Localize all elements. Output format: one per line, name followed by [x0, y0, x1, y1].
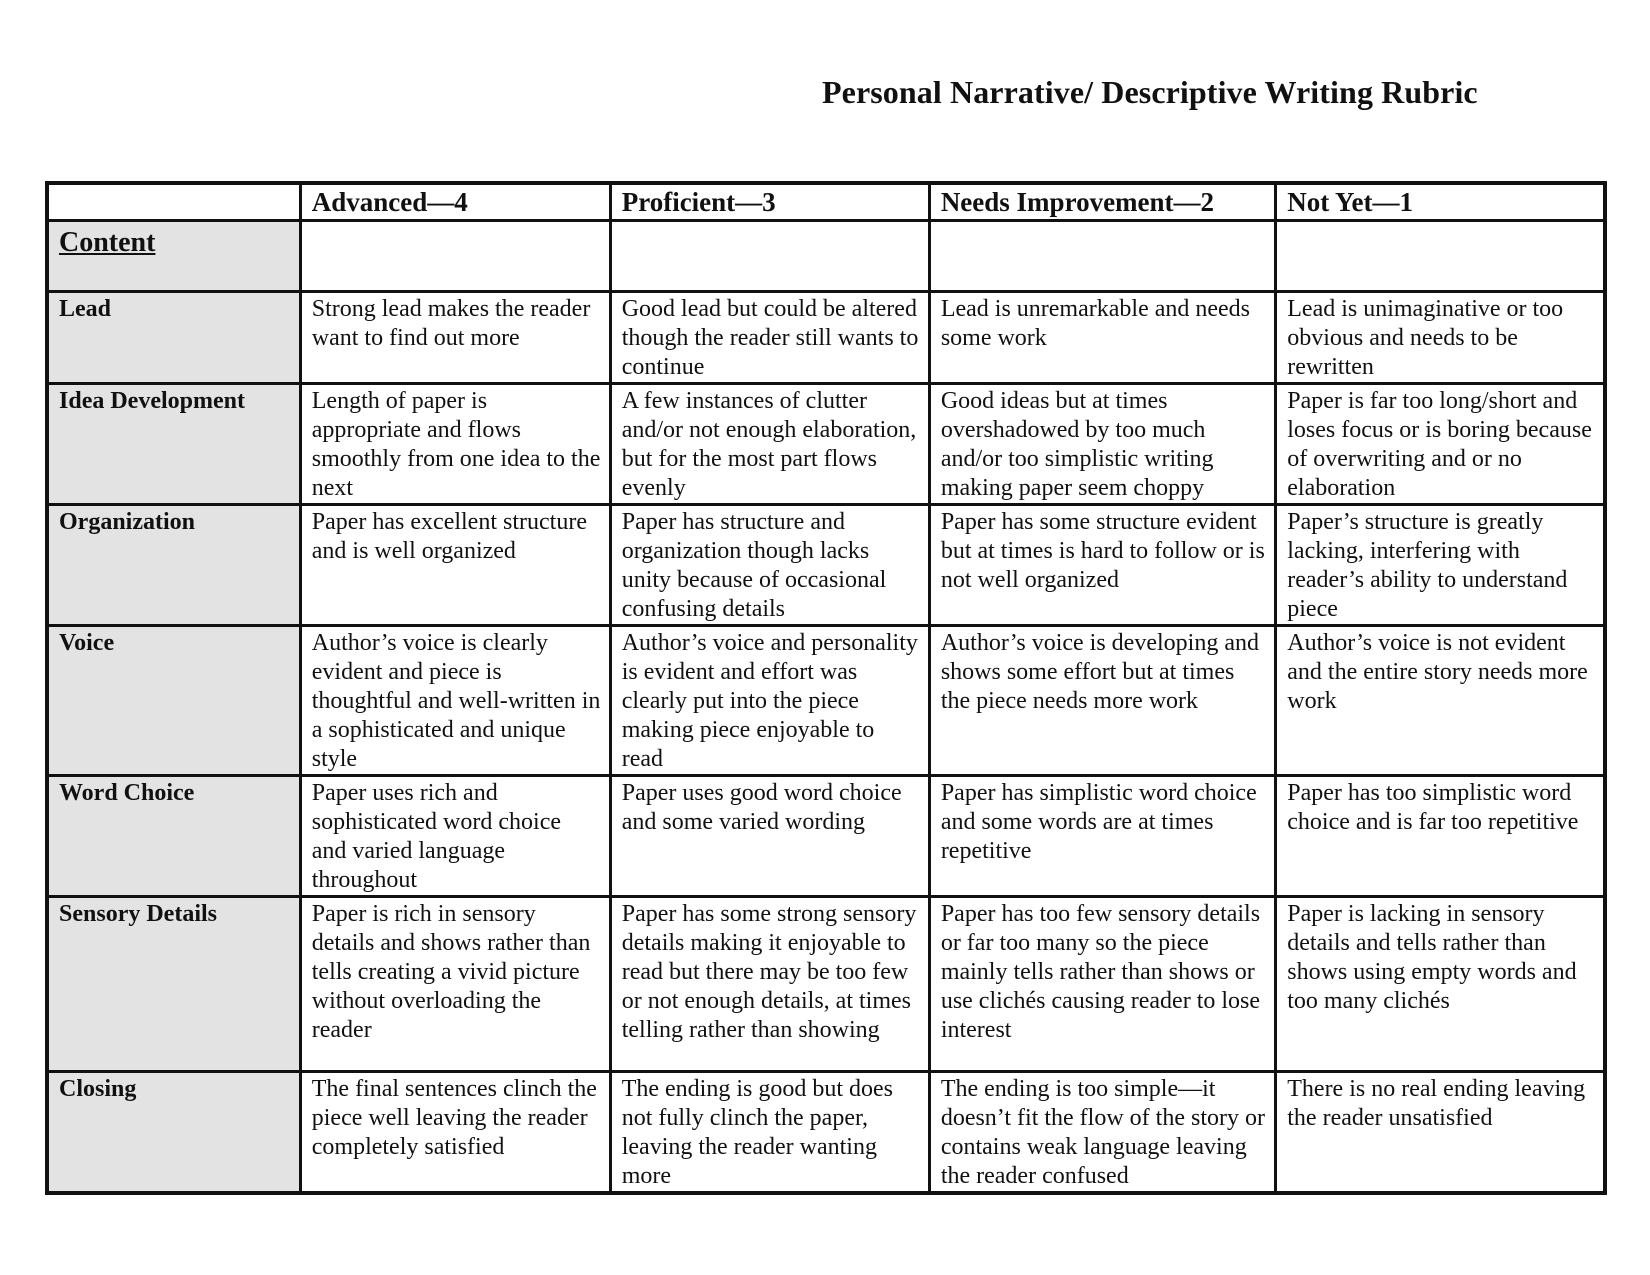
- criteria-cell-advanced: The final sentences clinch the piece well leaving the reader completely satisfied: [300, 1072, 610, 1194]
- criteria-cell-advanced: Length of paper is appropriate and flows smoothly from one idea to the next: [300, 384, 610, 505]
- criteria-cell-needs-improvement: Author’s voice is developing and shows some effort but at times the piece needs more work: [929, 626, 1275, 776]
- criteria-cell-advanced: Paper uses rich and sophisticated word choice and varied language throughout: [300, 776, 610, 897]
- criteria-cell-not-yet: Author’s voice is not evident and the entire story needs more work: [1276, 626, 1605, 776]
- row-label: Lead: [47, 292, 300, 384]
- row-label: Voice: [47, 626, 300, 776]
- criteria-cell-proficient: Paper has some strong sensory details making it enjoyable to read but there may be too few or not enough details, at times telling rather than showing: [610, 897, 929, 1072]
- criteria-cell-needs-improvement: Good ideas but at times overshadowed by too much and/or too simplistic writing making paper seem choppy: [929, 384, 1275, 505]
- header-row: [47, 183, 1605, 221]
- criteria-cell-proficient: Author’s voice and personality is evident and effort was clearly put into the piece making piece enjoyable to read: [610, 626, 929, 776]
- criteria-cell-not-yet: Paper is lacking in sensory details and tells rather than shows using empty words and too many clichés: [1276, 897, 1605, 1072]
- table-row-closing: [47, 1072, 1605, 1194]
- empty-cell: [610, 221, 929, 292]
- header-needs-improvement: Needs Improvement—2: [929, 183, 1275, 221]
- criteria-cell-not-yet: Paper’s structure is greatly lacking, interfering with reader’s ability to understand piece: [1276, 505, 1605, 626]
- criteria-cell-advanced: Paper has excellent structure and is well organized: [300, 505, 610, 626]
- criteria-cell-needs-improvement: Paper has too few sensory details or far too many so the piece mainly tells rather than shows or use clichés causing reader to lose interest: [929, 897, 1275, 1072]
- header-proficient: Proficient—3: [610, 183, 929, 221]
- table-row-word-choice: [47, 776, 1605, 897]
- criteria-cell-proficient: Paper uses good word choice and some varied wording: [610, 776, 929, 897]
- row-label: Idea Development: [47, 384, 300, 505]
- header-not-yet: Not Yet—1: [1276, 183, 1605, 221]
- criteria-cell-advanced: Strong lead makes the reader want to find out more: [300, 292, 610, 384]
- empty-cell: [300, 221, 610, 292]
- criteria-cell-needs-improvement: The ending is too simple—it doesn’t fit the flow of the story or contains weak language leaving the reader confused: [929, 1072, 1275, 1194]
- criteria-cell-not-yet: Paper has too simplistic word choice and is far too repetitive: [1276, 776, 1605, 897]
- table-row-voice: [47, 626, 1605, 776]
- section-label-content: Content: [59, 227, 156, 258]
- row-label: Word Choice: [47, 776, 300, 897]
- header-advanced: Advanced—4: [300, 183, 610, 221]
- criteria-cell-needs-improvement: Paper has simplistic word choice and some words are at times repetitive: [929, 776, 1275, 897]
- row-label: Closing: [47, 1072, 300, 1194]
- row-label: Sensory Details: [47, 897, 300, 1072]
- criteria-cell-advanced: Author’s voice is clearly evident and piece is thoughtful and well-written in a sophisticated and unique style: [300, 626, 610, 776]
- criteria-cell-proficient: The ending is good but does not fully clinch the paper, leaving the reader wanting more: [610, 1072, 929, 1194]
- criteria-cell-not-yet: Lead is unimaginative or too obvious and needs to be rewritten: [1276, 292, 1605, 384]
- criteria-cell-proficient: Good lead but could be altered though the reader still wants to continue: [610, 292, 929, 384]
- criteria-cell-needs-improvement: Lead is unremarkable and needs some work: [929, 292, 1275, 384]
- table-row-idea-development: [47, 384, 1605, 505]
- header-corner-cell: [47, 183, 300, 221]
- table-row-sensory-details: [47, 897, 1605, 1072]
- criteria-cell-proficient: A few instances of clutter and/or not enough elaboration, but for the most part flows evenly: [610, 384, 929, 505]
- criteria-cell-not-yet: There is no real ending leaving the reader unsatisfied: [1276, 1072, 1605, 1194]
- empty-cell: [1276, 221, 1605, 292]
- criteria-cell-advanced: Paper is rich in sensory details and shows rather than tells creating a vivid picture without overloading the reader: [300, 897, 610, 1072]
- section-row-content: [47, 221, 1605, 292]
- criteria-cell-needs-improvement: Paper has some structure evident but at times is hard to follow or is not well organized: [929, 505, 1275, 626]
- table-row-lead: [47, 292, 1605, 384]
- criteria-cell-proficient: Paper has structure and organization though lacks unity because of occasional confusing details: [610, 505, 929, 626]
- page-title: Personal Narrative/ Descriptive Writing Rubric: [822, 74, 1478, 110]
- row-label: Organization: [47, 505, 300, 626]
- table-row-organization: [47, 505, 1605, 626]
- rubric-table: [45, 181, 1607, 1195]
- section-cell: [47, 221, 300, 292]
- criteria-cell-not-yet: Paper is far too long/short and loses focus or is boring because of overwriting and or no elaboration: [1276, 384, 1605, 505]
- empty-cell: [929, 221, 1275, 292]
